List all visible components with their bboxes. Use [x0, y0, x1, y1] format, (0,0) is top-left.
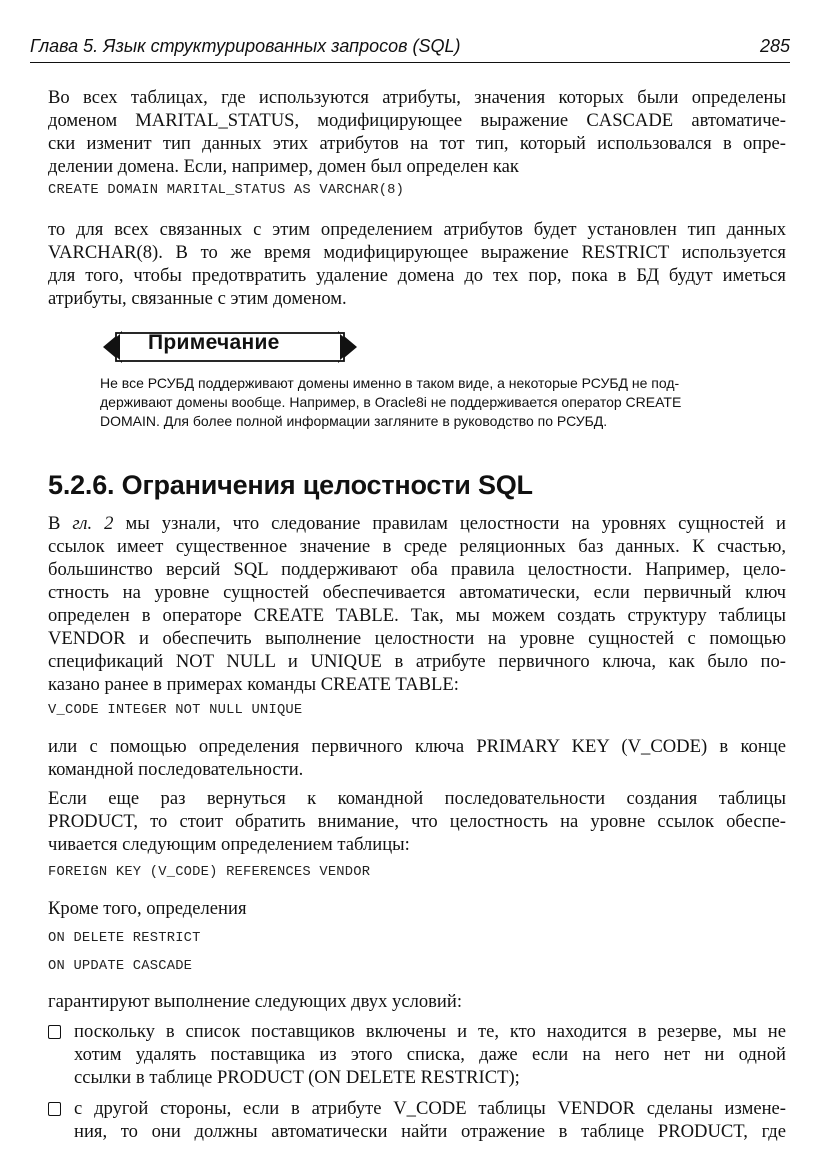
note-label: Примечание	[148, 331, 280, 354]
text-line: поскольку в список поставщиков включены и те, кто находится в резерве, мы не	[74, 1021, 786, 1042]
list-item-text	[74, 1097, 786, 1143]
text-line: ссылок имеет существенное значение в среде реляционных баз данных. К счастью,	[48, 536, 786, 557]
text-line: VARCHAR(8). В то же время модифицирующее выражение RESTRICT используется	[48, 242, 786, 263]
text-line: делении домена. Если, например, домен был определен как	[48, 156, 519, 177]
list-item-text	[74, 1020, 786, 1089]
text-line: с другой стороны, если в атрибуте V_CODE таблицы VENDOR сделаны измене-	[74, 1098, 786, 1119]
text-line: казано ранее в примерах команды CREATE TABLE:	[48, 674, 459, 695]
chapter-title: Глава 5. Язык структурированных запросов (SQL)	[30, 36, 461, 56]
text-line	[48, 512, 786, 535]
text-line: Во всех таблицах, где используются атрибуты, значения которых были определены	[48, 87, 786, 108]
text-line: Кроме того, определения	[48, 898, 247, 919]
text-line: атрибуты, связанные с этим доменом.	[48, 288, 347, 309]
text-line: большинство версий SQL поддерживают оба правила целостности. Например, цело-	[48, 559, 786, 580]
checkbox-bullet-icon	[48, 1025, 61, 1039]
checkbox-bullet-icon	[48, 1102, 61, 1116]
text-run: В	[48, 513, 73, 534]
section-heading: 5.2.6. Ограничения целостности SQL	[48, 470, 533, 500]
note-line: держивают домены вообще. Например, в Oracle8i не поддерживается оператор CREATE	[100, 394, 682, 410]
text-line: для того, чтобы предотвратить удаление домена до тех пор, пока в БД будут иметься	[48, 265, 786, 286]
text-line: VENDOR и обеспечить выполнение целостности на уровне сущностей с помощью	[48, 628, 786, 649]
note-text	[100, 374, 790, 431]
code-foreign-key: FOREIGN KEY (V_CODE) REFERENCES VENDOR	[48, 865, 371, 880]
running-header	[30, 36, 790, 63]
paragraph-integrity	[48, 512, 786, 696]
page-number: 285	[759, 36, 790, 56]
paragraph-restrict	[48, 218, 786, 310]
text-line: доменом MARITAL_STATUS, модифицирующее выражение CASCADE автоматиче-	[48, 110, 786, 131]
text-line: стность на уровне сущностей обеспечивается автоматически, если первичный ключ	[48, 582, 786, 603]
chapter-reference: гл. 2	[72, 513, 114, 534]
text-line: то для всех связанных с этим определением атрибутов будет установлен тип данных	[48, 219, 786, 240]
code-on-update: ON UPDATE CASCADE	[48, 959, 193, 974]
text-line: PRODUCT, то стоит обратить внимание, что целостность на уровне ссылок обеспе-	[48, 811, 786, 832]
paragraph-primary-key	[48, 735, 786, 781]
text-line: или с помощью определения первичного ключа PRIMARY KEY (V_CODE) в конце	[48, 736, 786, 757]
text-line: ния, то они должны автоматически найти отражение в таблице PRODUCT, где	[74, 1121, 786, 1142]
text-line: гарантируют выполнение следующих двух условий:	[48, 991, 463, 1012]
text-line: определен в операторе CREATE TABLE. Так, мы можем создать структуру таблицы	[48, 605, 786, 626]
text-line: Если еще раз вернуться к командной последовательности создания таблицы	[48, 788, 786, 809]
code-on-delete: ON DELETE RESTRICT	[48, 931, 201, 946]
text-line: хотим удалять поставщика из этого списка, даже если на него нет ни одной	[74, 1044, 786, 1065]
note-line: DOMAIN. Для более полной информации загляните в руководство по РСУБД.	[100, 413, 608, 429]
text-run: мы узнали, что следование правилам целостности на уровнях сущностей и	[113, 513, 787, 534]
text-line: ски изменит тип данных этих атрибутов на тот тип, который использовался в опре-	[48, 133, 786, 154]
code-v-code: V_CODE INTEGER NOT NULL UNIQUE	[48, 703, 303, 718]
paragraph-domain-cascade	[48, 86, 786, 178]
paragraph-guarantee	[48, 990, 786, 1013]
code-create-domain: CREATE DOMAIN MARITAL_STATUS AS VARCHAR(8)	[48, 183, 405, 198]
paragraph-definitions	[48, 897, 786, 920]
note-banner	[100, 328, 360, 366]
text-line: чивается следующим определением таблицы:	[48, 834, 410, 855]
note-line: Не все РСУБД поддерживают домены именно в таком виде, а некоторые РСУБД не под-	[100, 375, 680, 391]
text-line: ссылки в таблице PRODUCT (ON DELETE RESTRICT);	[74, 1067, 520, 1088]
text-line: командной последовательности.	[48, 759, 304, 780]
paragraph-product	[48, 787, 786, 856]
text-line: спецификаций NOT NULL и UNIQUE в атрибуте первичного ключа, как было по-	[48, 651, 786, 672]
